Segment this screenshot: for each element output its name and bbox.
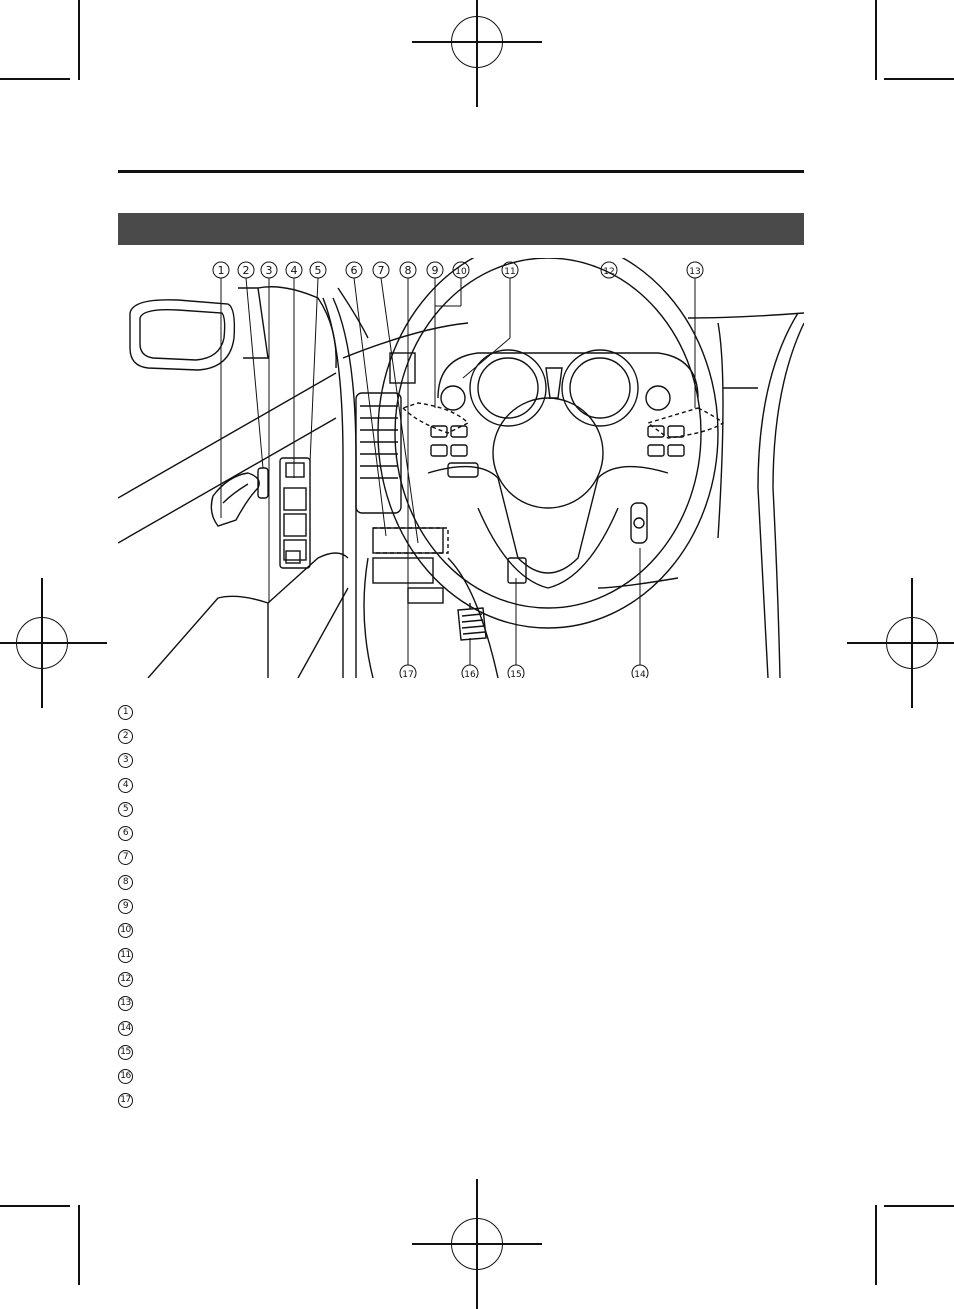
legend-number: 6 [118, 826, 133, 841]
legend-item [118, 943, 804, 967]
legend-number: 13 [118, 996, 133, 1011]
svg-text:11: 11 [504, 267, 516, 277]
crop-mark [884, 78, 954, 80]
callout-15 [508, 665, 524, 678]
legend-number: 17 [118, 1093, 133, 1108]
svg-text:1: 1 [217, 264, 225, 277]
legend-item [118, 870, 804, 894]
legend-item [118, 967, 804, 991]
svg-text:7: 7 [377, 264, 385, 277]
registration-mark-bottom [451, 1218, 503, 1270]
svg-text:4: 4 [290, 264, 298, 277]
callout-5 [310, 262, 326, 278]
crop-mark [884, 1205, 954, 1207]
legend-number: 16 [118, 1069, 133, 1084]
legend-number: 4 [118, 778, 133, 793]
callout-1 [213, 262, 229, 278]
legend-number: 12 [118, 972, 133, 987]
legend-number: 15 [118, 1045, 133, 1060]
legend-item [118, 894, 804, 918]
registration-mark-top [451, 16, 503, 68]
callout-3 [261, 262, 277, 278]
legend-number: 9 [118, 899, 133, 914]
svg-text:15: 15 [510, 670, 522, 678]
legend-item [118, 1016, 804, 1040]
crop-mark [78, 0, 80, 80]
legend-item [118, 773, 804, 797]
svg-text:2: 2 [242, 264, 250, 277]
crop-mark [875, 1205, 877, 1285]
registration-mark-right [886, 617, 938, 669]
callout-13 [687, 262, 703, 278]
legend-list [118, 700, 804, 1113]
legend-number: 10 [118, 923, 133, 938]
callout-14 [632, 665, 648, 678]
legend-number: 7 [118, 850, 133, 865]
svg-text:6: 6 [350, 264, 358, 277]
legend-number: 14 [118, 1021, 133, 1036]
top-callouts [213, 262, 703, 278]
callout-11 [502, 262, 518, 278]
legend-number: 5 [118, 802, 133, 817]
callout-16 [462, 665, 478, 678]
svg-text:5: 5 [314, 264, 322, 277]
svg-text:8: 8 [404, 264, 412, 277]
legend-item [118, 821, 804, 845]
interior-illustration [118, 258, 804, 678]
instrument-cluster [438, 350, 698, 426]
svg-text:16: 16 [464, 670, 476, 678]
callout-17 [400, 665, 416, 678]
svg-text:13: 13 [689, 267, 701, 277]
registration-mark-left [16, 617, 68, 669]
crop-mark [0, 1205, 70, 1207]
callout-7 [373, 262, 389, 278]
crop-mark [78, 1205, 80, 1285]
svg-text:9: 9 [431, 264, 439, 277]
interior-drawing [118, 258, 804, 678]
power-window-switches [280, 458, 310, 568]
callout-9 [427, 262, 443, 278]
section-title-bar [118, 213, 804, 245]
door-handle [211, 473, 259, 526]
header-rule [118, 170, 804, 173]
legend-item [118, 749, 804, 773]
legend-item [118, 1064, 804, 1088]
legend-number: 8 [118, 875, 133, 890]
callout-8 [400, 262, 416, 278]
bottom-callouts [400, 665, 648, 678]
legend-item [118, 846, 804, 870]
callout-4 [286, 262, 302, 278]
svg-text:17: 17 [402, 670, 414, 678]
crop-mark [0, 78, 70, 80]
callout-6 [346, 262, 362, 278]
crop-mark [875, 0, 877, 80]
svg-text:10: 10 [455, 267, 467, 277]
legend-item [118, 724, 804, 748]
legend-item [118, 1040, 804, 1064]
legend-item [118, 1089, 804, 1113]
legend-item [118, 797, 804, 821]
callout-2 [238, 262, 254, 278]
svg-text:3: 3 [265, 264, 273, 277]
legend-number: 3 [118, 753, 133, 768]
svg-text:12: 12 [603, 267, 615, 277]
svg-text:14: 14 [634, 670, 646, 678]
legend-item [118, 919, 804, 943]
legend-item [118, 700, 804, 724]
legend-number: 2 [118, 729, 133, 744]
legend-number: 11 [118, 948, 133, 963]
legend-number: 1 [118, 705, 133, 720]
legend-item [118, 992, 804, 1016]
